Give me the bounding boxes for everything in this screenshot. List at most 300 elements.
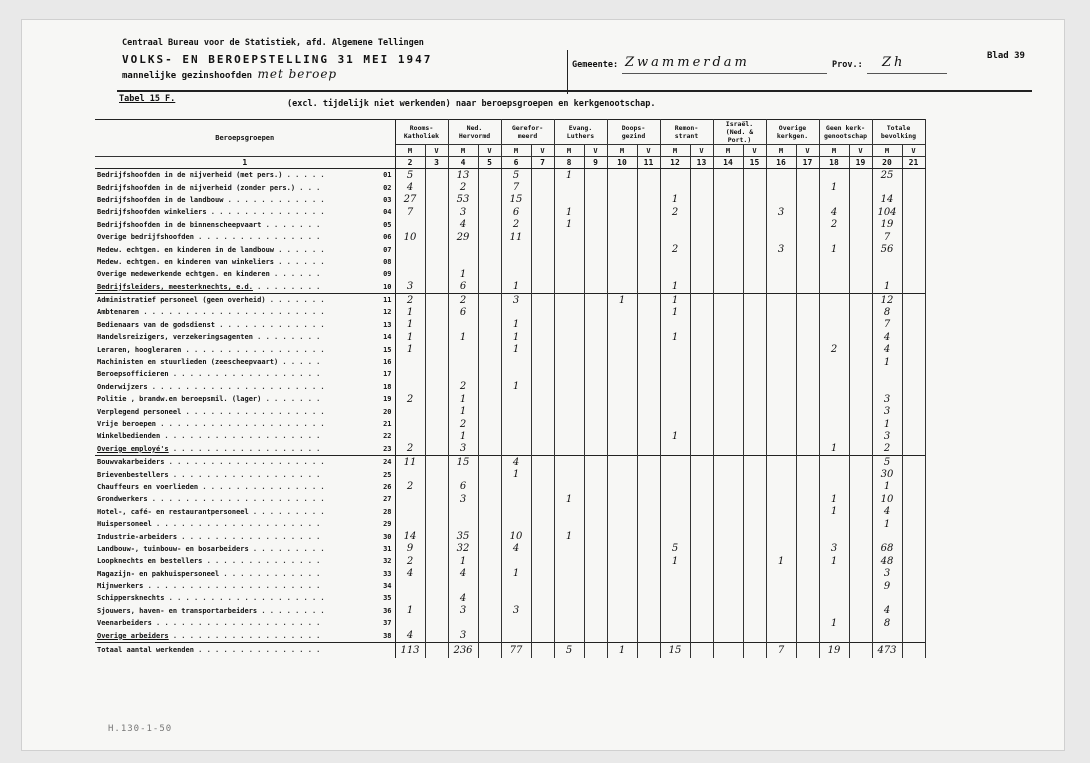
leader-dots: . . . . . — [282, 171, 325, 180]
cell-value — [660, 605, 690, 617]
cell-value — [796, 617, 819, 629]
cell-value — [637, 256, 660, 268]
cell-value — [637, 181, 660, 193]
cell-value: 1 — [660, 430, 690, 442]
column-number: 5 — [478, 157, 501, 169]
cell-value — [849, 243, 872, 255]
row-label-text: Bedrijfshoofden in de nijverheid (met pers.) — [97, 171, 283, 180]
cell-value — [554, 555, 584, 567]
cell-value — [607, 592, 637, 604]
table-row — [95, 617, 925, 629]
cell-value — [637, 642, 660, 658]
cell-value: 15 — [660, 642, 690, 658]
leader-dots: . . . . . . . — [261, 220, 321, 229]
cell-value — [849, 418, 872, 430]
cell-value — [713, 368, 743, 380]
cell-value: 2 — [395, 293, 425, 306]
cell-value — [690, 592, 713, 604]
leader-dots: . . . . . . . . . . . . . . . — [193, 233, 321, 242]
table-row — [95, 506, 925, 518]
cell-value — [531, 219, 554, 231]
cell-value — [425, 481, 448, 493]
row-label-text: Bedienaars van de godsdienst — [97, 320, 216, 329]
cell-value — [637, 331, 660, 343]
cell-value — [660, 443, 690, 456]
cell-value — [425, 592, 448, 604]
cell-value — [796, 293, 819, 306]
cell-value — [637, 268, 660, 280]
table-row — [95, 243, 925, 255]
cell-value — [849, 642, 872, 658]
cell-value — [531, 518, 554, 530]
cell-value — [713, 530, 743, 542]
row-label — [95, 181, 395, 193]
cell-value — [554, 281, 584, 294]
cell-value — [478, 219, 501, 231]
cell-value — [607, 493, 637, 505]
cell-value — [690, 455, 713, 468]
cell-value: 3 — [448, 629, 478, 642]
cell-value — [902, 455, 925, 468]
m-subheader: M — [766, 145, 796, 157]
cell-value — [660, 468, 690, 480]
cell-value — [902, 181, 925, 193]
column-number: 9 — [584, 157, 607, 169]
cell-value — [501, 629, 531, 642]
cell-value — [849, 356, 872, 368]
cell-value — [584, 430, 607, 442]
row-number: 38 — [383, 631, 392, 640]
cell-value — [501, 443, 531, 456]
cell-value — [849, 405, 872, 417]
cell-value — [425, 243, 448, 255]
cell-value — [796, 530, 819, 542]
cell-value: 15 — [501, 194, 531, 206]
cell-value: 3 — [766, 243, 796, 255]
cell-value — [902, 331, 925, 343]
cell-value — [637, 418, 660, 430]
cell-value — [637, 605, 660, 617]
cell-value — [478, 617, 501, 629]
cell-value — [819, 331, 849, 343]
cell-value — [395, 592, 425, 604]
cell-value — [584, 319, 607, 331]
cell-value — [425, 319, 448, 331]
cell-value — [690, 381, 713, 393]
cell-value — [796, 629, 819, 642]
cell-value — [607, 243, 637, 255]
cell-value — [395, 243, 425, 255]
cell-value — [554, 617, 584, 629]
row-label-text: Industrie-arbeiders — [97, 532, 178, 541]
column-group-header: Totale bevolking — [872, 120, 925, 145]
cell-value — [743, 393, 766, 405]
cell-value — [501, 481, 531, 493]
cell-value — [743, 219, 766, 231]
cell-value — [713, 194, 743, 206]
cell-value — [849, 231, 872, 243]
cell-value: 19 — [819, 642, 849, 658]
cell-value — [796, 493, 819, 505]
cell-value — [819, 605, 849, 617]
row-number: 23 — [383, 444, 392, 453]
cell-value — [478, 331, 501, 343]
cell-value — [425, 368, 448, 380]
cell-value — [425, 580, 448, 592]
table-row — [95, 231, 925, 243]
cell-value — [584, 268, 607, 280]
row-label — [95, 580, 395, 592]
cell-value — [584, 592, 607, 604]
cell-value — [743, 555, 766, 567]
cell-value — [766, 430, 796, 442]
cell-value — [743, 281, 766, 294]
row-number: 09 — [383, 270, 392, 279]
cell-value — [902, 243, 925, 255]
cell-value — [660, 629, 690, 642]
header-rule — [117, 90, 1032, 92]
cell-value — [796, 555, 819, 567]
cell-value — [584, 281, 607, 294]
leader-dots: . . . . . . . . . — [248, 507, 325, 516]
cell-value — [819, 481, 849, 493]
cell-value — [713, 293, 743, 306]
cell-value — [902, 381, 925, 393]
cell-value — [607, 568, 637, 580]
row-label — [95, 530, 395, 542]
table-description: (excl. tijdelijk niet werkenden) naar beroepsgroepen en kerkgenootschap. — [287, 99, 656, 109]
cell-value — [501, 306, 531, 318]
cell-value — [531, 555, 554, 567]
cell-value — [766, 468, 796, 480]
cell-value — [584, 393, 607, 405]
row-number: 07 — [383, 245, 392, 254]
cell-value: 32 — [448, 543, 478, 555]
cell-value — [660, 506, 690, 518]
cell-value — [554, 181, 584, 193]
cell-value — [713, 605, 743, 617]
cell-value — [607, 393, 637, 405]
cell-value — [743, 518, 766, 530]
row-label-text: Sjouwers, haven- en transportarbeiders — [97, 606, 258, 615]
cell-value — [607, 518, 637, 530]
m-subheader: M — [713, 145, 743, 157]
cell-value — [849, 268, 872, 280]
cell-value: 4 — [448, 592, 478, 604]
cell-value — [448, 506, 478, 518]
cell-value — [531, 443, 554, 456]
cell-value: 29 — [448, 231, 478, 243]
table-row — [95, 381, 925, 393]
header-divider — [567, 50, 568, 94]
cell-value — [531, 617, 554, 629]
cell-value — [425, 605, 448, 617]
cell-value — [554, 243, 584, 255]
cell-value — [478, 605, 501, 617]
cell-value — [554, 368, 584, 380]
cell-value — [448, 580, 478, 592]
cell-value: 1 — [660, 306, 690, 318]
cell-value — [501, 256, 531, 268]
row-number: 24 — [383, 458, 392, 467]
table-row — [95, 468, 925, 480]
cell-value — [743, 194, 766, 206]
cell-value — [425, 418, 448, 430]
cell-value — [425, 356, 448, 368]
column-group-header: Ned. Hervormd — [448, 120, 501, 145]
table-row — [95, 219, 925, 231]
cell-value — [766, 219, 796, 231]
cell-value: 1 — [448, 393, 478, 405]
cell-value — [478, 629, 501, 642]
table-row — [95, 642, 925, 658]
cell-value — [819, 281, 849, 294]
row-number: 37 — [383, 619, 392, 628]
v-subheader: V — [478, 145, 501, 157]
cell-value — [660, 455, 690, 468]
cell-value — [690, 219, 713, 231]
cell-value: 1 — [501, 381, 531, 393]
leader-dots: . . . . . . . . . . . . . . . . . . — [168, 631, 321, 640]
column-number: 20 — [872, 157, 902, 169]
cell-value — [554, 443, 584, 456]
cell-value — [690, 568, 713, 580]
cell-value — [796, 319, 819, 331]
cell-value — [531, 468, 554, 480]
cell-value — [713, 418, 743, 430]
cell-value: 4 — [819, 206, 849, 218]
row-label-text: Winkelbedienden — [97, 432, 161, 441]
cell-value — [425, 443, 448, 456]
cell-value — [796, 393, 819, 405]
cell-value — [766, 281, 796, 294]
cell-value — [743, 605, 766, 617]
m-subheader: M — [395, 145, 425, 157]
cell-value — [902, 368, 925, 380]
cell-value — [637, 219, 660, 231]
cell-value — [637, 206, 660, 218]
cell-value: 1 — [660, 281, 690, 294]
leader-dots: . . . . . . . . . . . . . . . . . . . . — [156, 420, 325, 428]
row-number: 11 — [383, 296, 392, 305]
row-label-text: Medew. echtgen. en kinderen van winkeliers — [97, 257, 275, 266]
cell-value — [395, 580, 425, 592]
cell-value — [425, 430, 448, 442]
cell-value — [554, 468, 584, 480]
cell-value — [743, 356, 766, 368]
cell-value — [531, 418, 554, 430]
cell-value — [501, 243, 531, 255]
cell-value — [660, 393, 690, 405]
cell-value — [478, 642, 501, 658]
cell-value — [531, 629, 554, 642]
gemeente-value: Zwammerdam — [625, 55, 750, 70]
cell-value — [713, 231, 743, 243]
row-label — [95, 617, 395, 629]
cell-value — [796, 281, 819, 294]
cell-value — [819, 381, 849, 393]
cell-value — [690, 543, 713, 555]
cell-value — [690, 405, 713, 417]
cell-value — [584, 443, 607, 456]
cell-value — [448, 319, 478, 331]
cell-value: 1 — [607, 642, 637, 658]
cell-value: 1 — [766, 555, 796, 567]
cell-value: 1 — [660, 555, 690, 567]
cell-value — [637, 468, 660, 480]
cell-value — [531, 181, 554, 193]
cell-value — [554, 506, 584, 518]
cell-value — [849, 281, 872, 294]
cell-value — [690, 331, 713, 343]
cell-value: 1 — [395, 306, 425, 318]
cell-value — [607, 306, 637, 318]
row-label — [95, 368, 395, 380]
cell-value — [660, 231, 690, 243]
cell-value: 14 — [395, 530, 425, 542]
cell-value: 3 — [501, 605, 531, 617]
cell-value — [690, 181, 713, 193]
cell-value — [766, 455, 796, 468]
cell-value — [660, 169, 690, 182]
cell-value — [637, 243, 660, 255]
cell-value — [531, 243, 554, 255]
cell-value — [531, 393, 554, 405]
row-header: Beroepsgroepen — [95, 120, 395, 157]
cell-value — [660, 592, 690, 604]
row-label-text: Leraren, hoogleraren — [97, 345, 182, 354]
table-row — [95, 543, 925, 555]
cell-value — [637, 343, 660, 355]
cell-value — [713, 405, 743, 417]
cell-value — [713, 319, 743, 331]
cell-value — [819, 368, 849, 380]
cell-value — [425, 518, 448, 530]
row-label-text: Ambtenaren — [97, 308, 140, 317]
cell-value — [849, 256, 872, 268]
cell-value — [766, 418, 796, 430]
cell-value — [743, 468, 766, 480]
cell-value: 1 — [501, 468, 531, 480]
table-row — [95, 181, 925, 193]
cell-value: 15 — [448, 455, 478, 468]
cell-value — [690, 506, 713, 518]
row-number: 26 — [383, 482, 392, 491]
cell-value — [478, 381, 501, 393]
row-label — [95, 468, 395, 480]
cell-value — [531, 256, 554, 268]
leader-dots: . . . . . . . . . . . . . . . . . . . . . — [147, 382, 325, 391]
cell-value — [584, 243, 607, 255]
cell-value: 2 — [819, 343, 849, 355]
cell-value — [660, 493, 690, 505]
column-number: 16 — [766, 157, 796, 169]
column-group-header: Geen kerk- genootschap — [819, 120, 872, 145]
cell-value: 1 — [872, 281, 902, 294]
cell-value: 7 — [872, 231, 902, 243]
cell-value: 2 — [395, 555, 425, 567]
cell-value — [902, 481, 925, 493]
m-subheader: M — [819, 145, 849, 157]
column-number: 7 — [531, 157, 554, 169]
cell-value — [796, 343, 819, 355]
cell-value — [478, 481, 501, 493]
cell-value — [531, 194, 554, 206]
cell-value — [690, 343, 713, 355]
cell-value — [902, 530, 925, 542]
cell-value — [713, 580, 743, 592]
cell-value — [607, 443, 637, 456]
cell-value — [796, 443, 819, 456]
cell-value: 2 — [872, 443, 902, 456]
leader-dots: . . . . . . . . — [252, 282, 321, 291]
row-number: 02 — [383, 183, 392, 192]
row-number: 31 — [383, 544, 392, 553]
cell-value: 1 — [448, 430, 478, 442]
cell-value — [796, 605, 819, 617]
cell-value — [531, 605, 554, 617]
row-label — [95, 231, 395, 243]
cell-value — [478, 518, 501, 530]
cell-value: 3 — [501, 293, 531, 306]
cell-value — [713, 455, 743, 468]
cell-value — [743, 343, 766, 355]
cell-value — [501, 580, 531, 592]
cell-value — [690, 617, 713, 629]
cell-value: 1 — [660, 293, 690, 306]
leader-dots: . . . . . . . . . . . . . . — [202, 557, 321, 566]
cell-value — [796, 543, 819, 555]
subtitle-handwritten: met beroep — [257, 67, 338, 81]
cell-value — [660, 518, 690, 530]
cell-value — [713, 543, 743, 555]
cell-value — [819, 430, 849, 442]
row-number: 21 — [383, 420, 392, 428]
cell-value — [395, 381, 425, 393]
row-number: 10 — [383, 282, 392, 291]
cell-value — [849, 580, 872, 592]
cell-value: 473 — [872, 642, 902, 658]
cell-value — [902, 543, 925, 555]
cell-value — [425, 568, 448, 580]
cell-value — [478, 493, 501, 505]
cell-value — [501, 356, 531, 368]
cell-value — [849, 592, 872, 604]
cell-value — [796, 194, 819, 206]
row-number: 19 — [383, 395, 392, 404]
cell-value — [395, 405, 425, 417]
row-label-text: Overige bedrijfshoofden — [97, 233, 194, 242]
cell-value — [584, 306, 607, 318]
cell-value — [425, 169, 448, 182]
cell-value — [478, 443, 501, 456]
cell-value: 3 — [766, 206, 796, 218]
cell-value — [584, 256, 607, 268]
cell-value — [849, 530, 872, 542]
cell-value — [743, 268, 766, 280]
cell-value — [478, 293, 501, 306]
row-label-text: Medew. echtgen. en kinderen in de landbouw — [97, 245, 275, 254]
row-label-text: Schippersknechts — [97, 594, 165, 603]
cell-value — [872, 530, 902, 542]
cell-value — [531, 568, 554, 580]
leader-dots: . . . . . . . . . . . . . . . . . . — [168, 470, 321, 479]
cell-value — [849, 443, 872, 456]
table-row — [95, 281, 925, 294]
row-label — [95, 518, 395, 530]
cell-value — [607, 181, 637, 193]
cell-value — [902, 443, 925, 456]
